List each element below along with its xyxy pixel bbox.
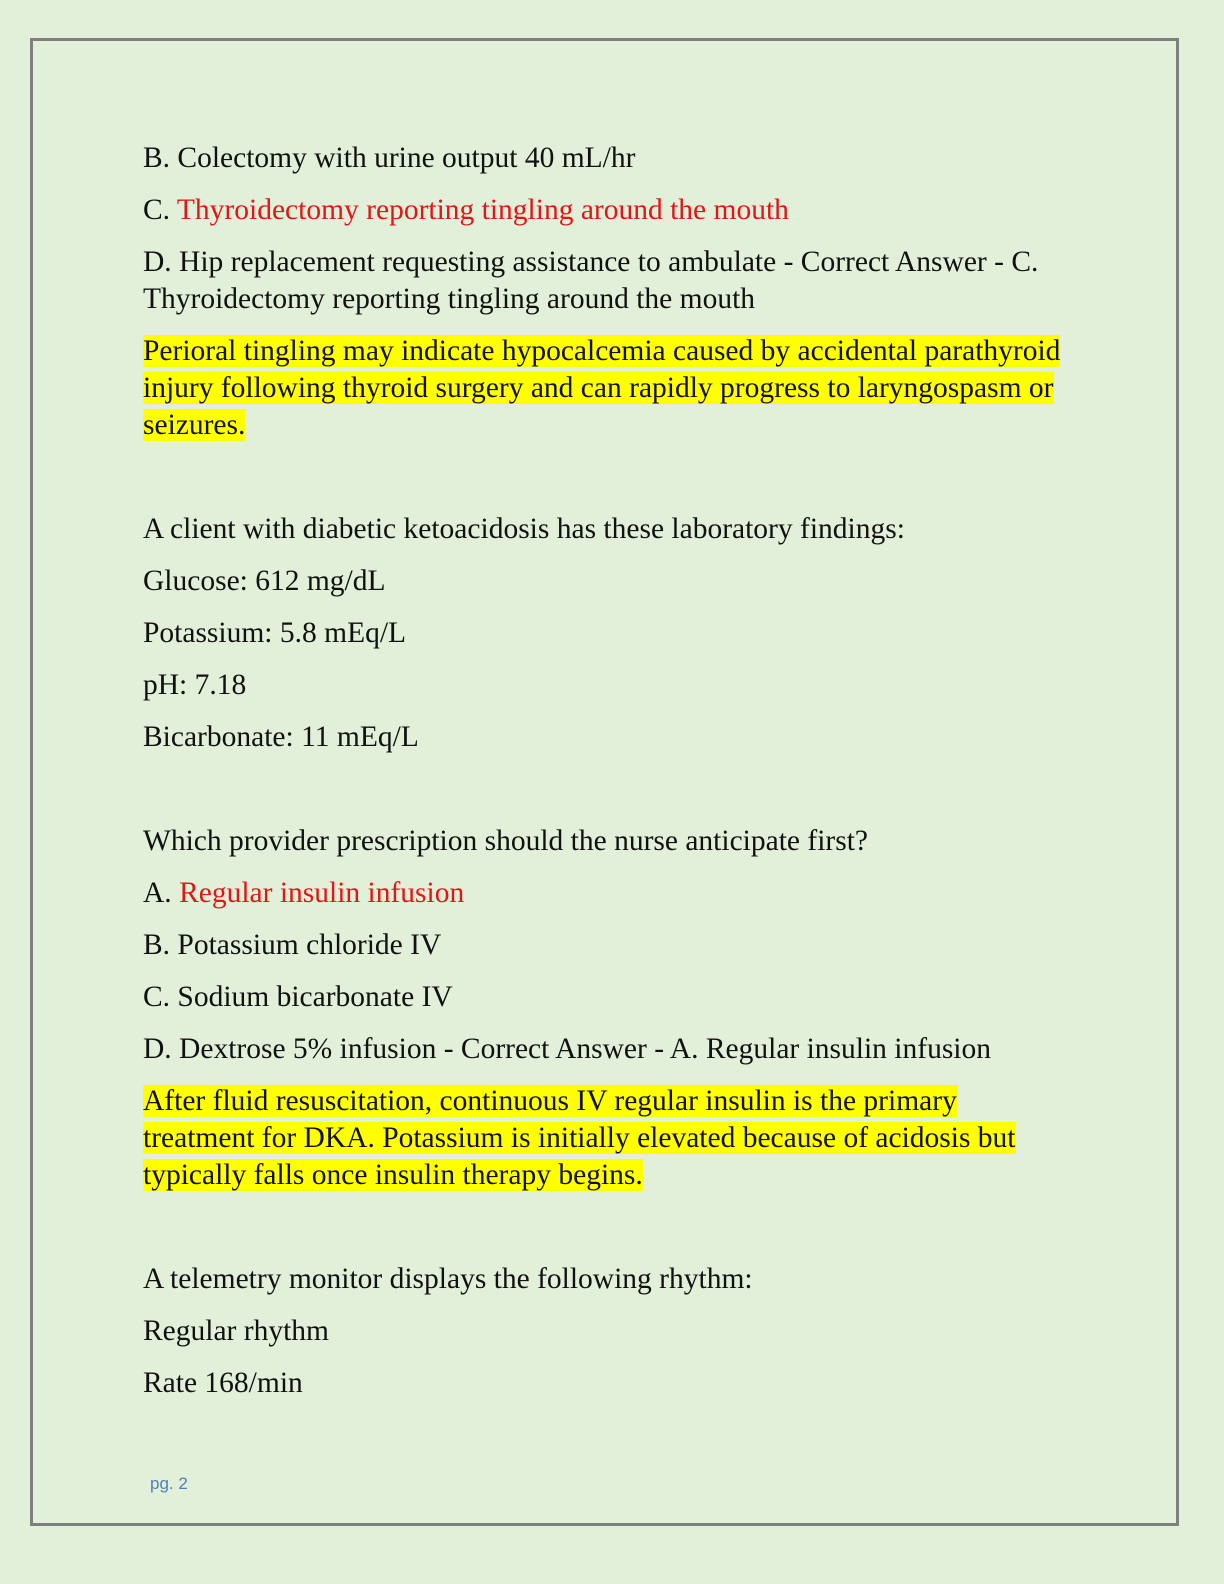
- q2-option-d-answer: D. Dextrose 5% infusion - Correct Answer - A. Regular insulin infusion: [143, 1033, 991, 1065]
- spacer: [143, 459, 1073, 511]
- q2-rationale: [143, 1083, 1073, 1194]
- q2-lab-bicarbonate: Bicarbonate: 11 mEq/L: [143, 721, 419, 753]
- q1-rationale-text: Perioral tingling may indicate hypocalcemia caused by accidental parathyroid injury following thyroid surgery and can rapidly progress to laryngospasm or seizures.: [143, 335, 1061, 441]
- q2-lab-glucose: Glucose: 612 mg/dL: [143, 565, 386, 597]
- q2-stem: A client with diabetic ketoacidosis has these laboratory findings:: [143, 513, 905, 545]
- q2-option-a-text: Regular insulin infusion: [179, 877, 465, 909]
- q2-rationale-text: After fluid resuscitation, continuous IV regular insulin is the primary treatment for DKA. Potassium is initially elevated because of acidosis but typically falls once insulin therapy begins.: [143, 1085, 1016, 1191]
- q2-option-b: B. Potassium chloride IV: [143, 929, 442, 961]
- q1-option-d-answer: D. Hip replacement requesting assistance to ambulate - Correct Answer - C. Thyroidectomy reporting tingling around the mouth: [143, 246, 1039, 315]
- q3-finding-rate: Rate 168/min: [143, 1367, 303, 1399]
- spacer: [143, 771, 1073, 823]
- q1-rationale: [143, 333, 1073, 444]
- q2-lab-ph: pH: 7.18: [143, 669, 247, 701]
- q3-finding-rhythm: Regular rhythm: [143, 1315, 329, 1347]
- page-number: pg. 2: [150, 1474, 188, 1493]
- q1-option-c-text: Thyroidectomy reporting tingling around the mouth: [176, 194, 789, 226]
- q1-option-c: [143, 192, 1073, 229]
- spacer: [143, 1209, 1073, 1261]
- q3-stem: A telemetry monitor displays the following rhythm:: [143, 1263, 753, 1295]
- q1-option-c-prefix: C.: [143, 194, 177, 226]
- q2-option-a-prefix: A.: [143, 877, 180, 909]
- q2-question: Which provider prescription should the nurse anticipate first?: [143, 825, 868, 857]
- q1-option-b: B. Colectomy with urine output 40 mL/hr: [143, 142, 636, 174]
- q2-lab-potassium: Potassium: 5.8 mEq/L: [143, 617, 407, 649]
- q2-option-a: [143, 875, 1073, 912]
- document-body: [143, 140, 1073, 1417]
- q2-option-c: C. Sodium bicarbonate IV: [143, 981, 453, 1013]
